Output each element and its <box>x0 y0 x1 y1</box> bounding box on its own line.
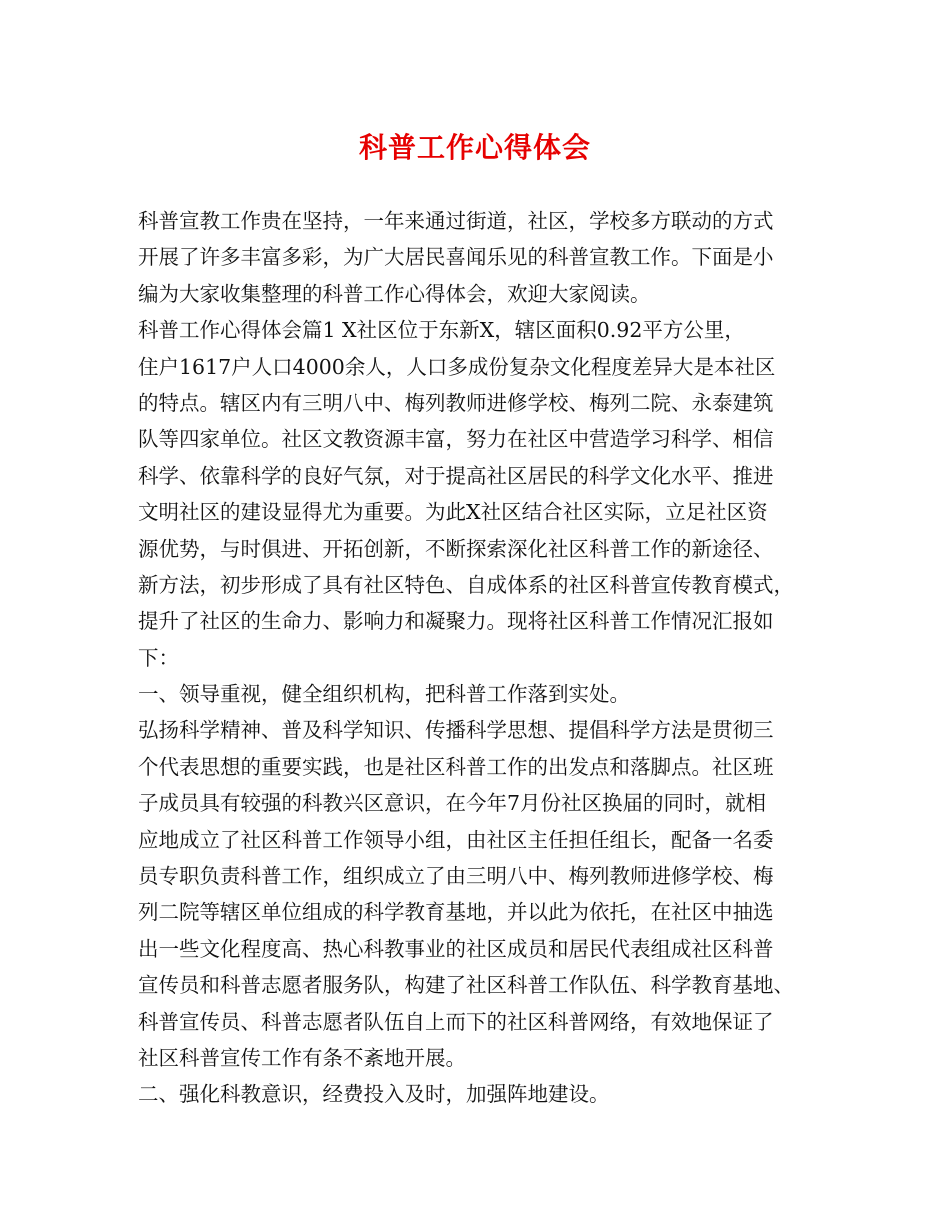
text-line: 文明社区的建设显得尤为重要。为此X社区结合社区实际，立足社区资 <box>138 500 768 525</box>
text-line: 科学、依靠科学的良好气氛，对于提高社区居民的科学文化水平、推进 <box>138 463 774 488</box>
section-heading: 二、强化科教意识，经费投入及时，加强阵地建设。 <box>138 1082 610 1107</box>
text-line: 的特点。辖区内有三明八中、梅列教师进修学校、梅列二院、永泰建筑 <box>138 390 774 415</box>
text-line: 社区科普宣传工作有条不紊地开展。 <box>138 1045 466 1070</box>
text-line: 新方法，初步形成了具有社区特色、自成体系的社区科普宣传教育模式， <box>138 572 794 597</box>
text-line: 源优势，与时俱进、开拓创新，不断探索深化社区科普工作的新途径、 <box>138 536 774 561</box>
text-line: 出一些文化程度高、热心科教事业的社区成员和居民代表组成社区科普 <box>138 936 774 961</box>
text-line: 弘扬科学精神、普及科学知识、传播科学思想、提倡科学方法是贯彻三 <box>138 718 774 743</box>
text-line: 子成员具有较强的科教兴区意识，在今年7月份社区换届的同时，就相 <box>138 791 767 816</box>
text-line: 宣传员和科普志愿者服务队，构建了社区科普工作队伍、科学教育基地、 <box>138 973 794 998</box>
text-line: 队等四家单位。社区文教资源丰富，努力在社区中营造学习科学、相信 <box>138 427 774 452</box>
text-line: 科普工作心得体会篇1 X社区位于东新X，辖区面积0.92平方公里， <box>138 318 745 343</box>
text-line: 提升了社区的生命力、影响力和凝聚力。现将社区科普工作情况汇报如 <box>138 609 774 634</box>
text-line: 科普宣传员、科普志愿者队伍自上而下的社区科普网络，有效地保证了 <box>138 1009 774 1034</box>
text-line: 下： <box>138 645 179 670</box>
text-line: 员专职负责科普工作，组织成立了由三明八中、梅列教师进修学校、梅 <box>138 864 774 889</box>
text-line: 应地成立了社区科普工作领导小组，由社区主任担任组长，配备一名委 <box>138 827 774 852</box>
document-body <box>138 203 828 1113</box>
text-line: 住户1617户人口4000余人，人口多成份复杂文化程度差异大是本社区 <box>138 354 776 379</box>
text-line: 科普宣教工作贵在坚持，一年来通过街道，社区，学校多方联动的方式 <box>138 209 774 233</box>
text-line: 列二院等辖区单位组成的科学教育基地，并以此为依托，在社区中抽选 <box>138 900 774 925</box>
section-heading: 一、领导重视，健全组织机构，把科普工作落到实处。 <box>138 682 630 707</box>
text-line: 编为大家收集整理的科普工作心得体会，欢迎大家阅读。 <box>138 281 651 306</box>
text-line: 开展了许多丰富多彩，为广大居民喜闻乐见的科普宣教工作。下面是小 <box>138 245 774 270</box>
text-line: 个代表思想的重要实践，也是社区科普工作的出发点和落脚点。社区班 <box>138 754 774 779</box>
document-title: 科普工作心得体会 <box>358 131 591 164</box>
